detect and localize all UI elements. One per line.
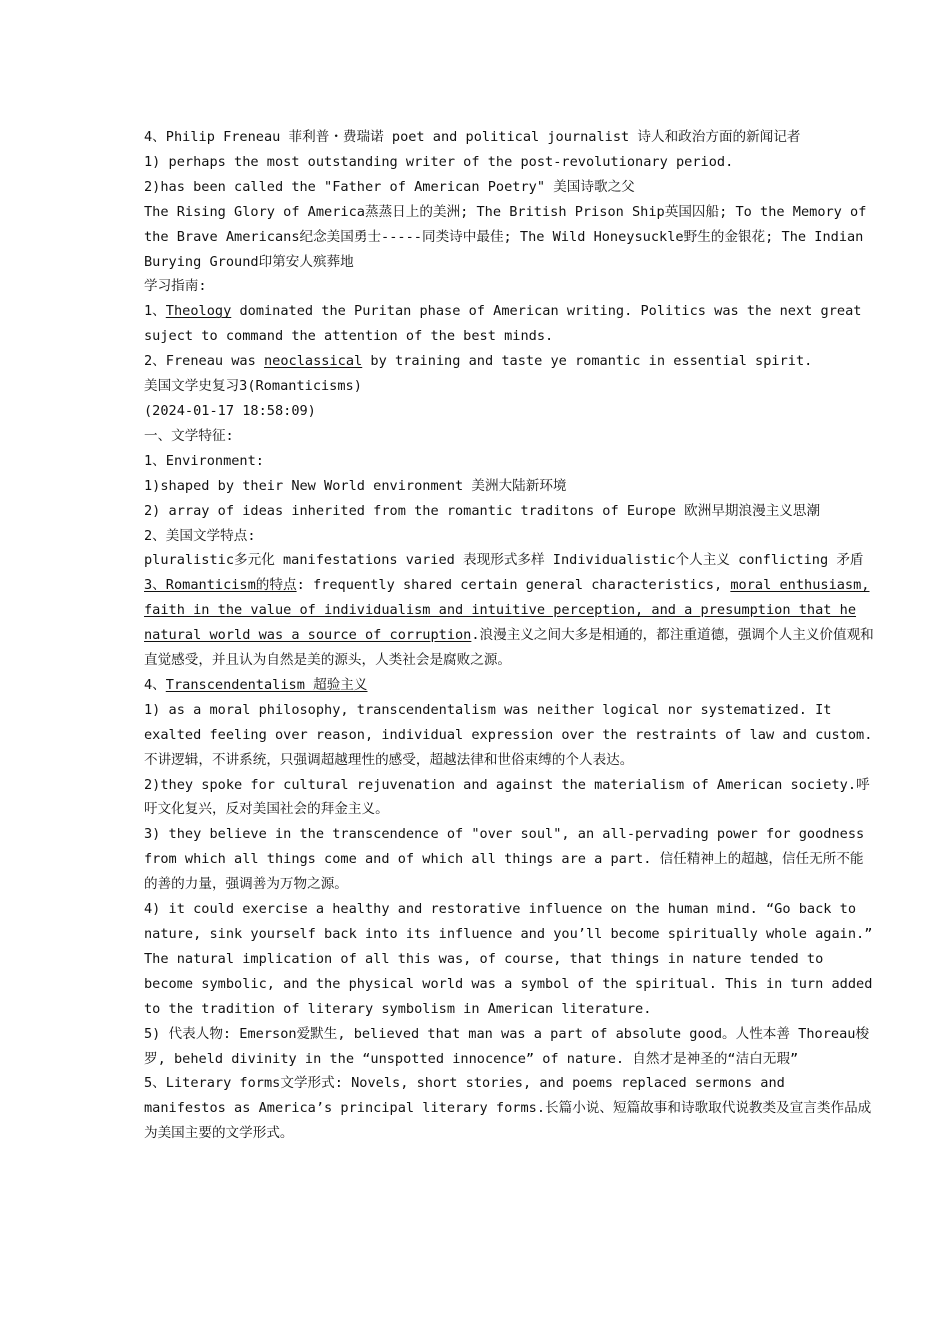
review-title: 美国文学史复习3(Romanticisms) — [144, 378, 362, 395]
guide1-text: dominated the Puritan phase of American writing. Politics was the next great suject to command the attention of the best minds. — [144, 303, 862, 345]
study-guide-item-2 — [144, 349, 874, 374]
review-timestamp: (2024-01-17 18:58:09) — [144, 402, 316, 419]
document-page — [144, 125, 874, 1146]
transcendentalism-point-3: 3) they believe in the transcendence of "over soul", an all-pervading power for goodness from which all things come and of which all things are a part. 信任精神上的超越，信任无所不能的善的力量，强调善为万物之源。 — [144, 826, 865, 893]
environment-point-1: 1)shaped by their New World environment 美洲大陆新环境 — [144, 477, 567, 494]
transcendentalism-point-4: 4) it could exercise a healthy and restorative influence on the human mind. “Go back to nature, sink yourself back into its influence and you’ll become spiritually whole again.” The natural implication of all this was, of course, that things in nature tended to become symbolic, and the physical world was a symbol of the spiritual. This in turn added to the tradition of literary symbolism in American literature. — [144, 901, 873, 1017]
freneau-point-1: 1) perhaps the most outstanding writer of the post-revolutionary period. — [144, 153, 734, 170]
study-guide-item-1 — [144, 299, 874, 349]
romanticism-features — [144, 573, 874, 673]
environment-point-2: 2) array of ideas inherited from the romantic traditons of Europe 欧洲早期浪漫主义思潮 — [144, 502, 821, 519]
literary-forms: 5、Literary forms文学形式: Novels, short stories, and poems replaced sermons and manifestos as America’s principal literary forms.长篇小说、短篇故事和诗歌取代说教类及宣言类作品成为美国主要的文学形式。 — [144, 1075, 872, 1142]
transcendentalism-title: Transcendentalism 超验主义 — [165, 676, 368, 693]
guide2-prefix: 2、Freneau was — [144, 353, 264, 370]
freneau-point-2: 2)has been called the "Father of American Poetry" 美国诗歌之父 — [144, 178, 635, 195]
freneau-works: The Rising Glory of America蒸蒸日上的美洲; The British Prison Ship英国囚船; To the Memory of the Brave Americans纪念美国勇士-----同类诗中最佳; The Wild Honeysuckle野生的金银花; The Indian Burying Ground印第安人殡葬地 — [144, 203, 867, 270]
literary-features-heading: 一、文学特征: — [144, 427, 234, 444]
transcendentalism-heading — [144, 673, 874, 698]
transcendentalism-point-1: 1) as a moral philosophy, transcendentalism was neither logical nor systematized. It exalted feeling over reason, individual expression over the restraints of law and custom.不讲逻辑，不讲系统，只强调超越理性的感受，超越法律和世俗束缚的个人表达。 — [144, 701, 873, 768]
guide2-keyword: neoclassical — [264, 353, 363, 370]
american-lit-features-heading: 2、美国文学特点: — [144, 527, 256, 544]
transcendentalism-prefix: 4、 — [144, 676, 166, 693]
guide1-keyword: Theology — [165, 303, 232, 320]
american-lit-features: pluralistic多元化 manifestations varied 表现形式多样 Individualistic个人主义 conflicting 矛盾 — [144, 552, 864, 569]
freneau-heading: 4、Philip Freneau 菲利普・费瑞诺 poet and political journalist 诗人和政治方面的新闻记者 — [144, 129, 801, 145]
romanticism-translation: .浪漫主义之间大多是相通的，都注重道德，强调个人主义价值观和直觉感受，并且认为自然是美的源头，人类社会是腐败之源。 — [144, 627, 874, 669]
study-guide-heading: 学习指南: — [144, 278, 207, 295]
romanticism-intro: : frequently shared certain general characteristics, — [296, 577, 731, 594]
environment-heading: 1、Environment: — [144, 452, 264, 469]
transcendentalism-representatives: 5) 代表人物: Emerson爱默生, believed that man was a part of absolute good。人性本善 Thoreau梭罗, beheld divinity in the “unspotted innocence” of nature. 自然才是神圣的“洁白无瑕” — [144, 1025, 870, 1067]
romanticism-characteristics: moral enthusiasm, faith in the value of individualism and intuitive perception, and a presumption that he natural world was a source of corruption — [144, 577, 870, 644]
transcendentalism-point-2: 2)they spoke for cultural rejuvenation and against the materialism of American society.呼吁文化复兴，反对美国社会的拜金主义。 — [144, 776, 870, 818]
romanticism-heading: 3、Romanticism的特点 — [144, 577, 297, 594]
guide2-text: by training and taste ye romantic in essential spirit. — [362, 353, 813, 370]
guide1-prefix: 1、 — [144, 303, 166, 320]
